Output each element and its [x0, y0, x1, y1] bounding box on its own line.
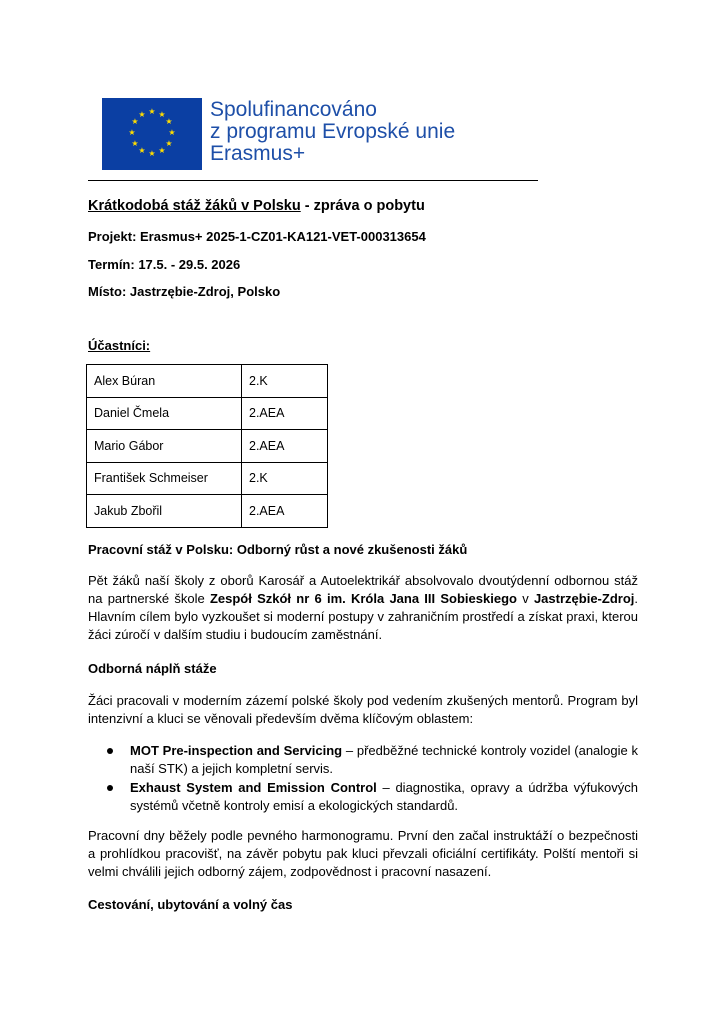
paragraph-program: Žáci pracovali v moderním zázemí polské školy pod vedením zkušených mentorů. Program byl intenzivní a kluci se věnovali především dvěma klíčovým oblastem:: [88, 693, 638, 726]
svg-text:★: ★: [138, 146, 146, 155]
logo-line-3: Erasmus+: [210, 142, 306, 165]
participants-heading: Účastníci:: [88, 338, 151, 353]
section-heading-travel: Cestování, ubytování a volný čas: [88, 897, 293, 912]
participant-class: 2.AEA: [242, 397, 328, 430]
svg-text:★: ★: [165, 117, 173, 126]
table-row: [87, 495, 328, 528]
svg-text:★: ★: [148, 107, 156, 116]
document-title: [88, 198, 425, 214]
svg-text:★: ★: [131, 117, 139, 126]
logo-text: [210, 99, 455, 165]
svg-text:★: ★: [148, 149, 156, 158]
participant-name: Alex Búran: [87, 365, 242, 398]
participant-name: Jakub Zbořil: [87, 495, 242, 528]
svg-text:★: ★: [128, 128, 136, 137]
place-line: Místo: Jastrzębie-Zdroj, Polsko: [88, 284, 281, 299]
project-line: Projekt: Erasmus+ 2025-1-CZ01-KA121-VET-000313654: [88, 229, 426, 244]
eu-cofunding-logo: [102, 98, 538, 170]
list-item-title: MOT Pre-inspection and Servicing: [130, 743, 343, 758]
svg-text:★: ★: [158, 146, 166, 155]
svg-text:★: ★: [168, 128, 176, 137]
participants-table: [86, 364, 328, 528]
header-divider: [88, 180, 538, 181]
svg-text:★: ★: [138, 110, 146, 119]
city-name: Jastrzębie-Zdroj: [533, 591, 635, 606]
participant-class: 2.AEA: [242, 495, 328, 528]
svg-text:★: ★: [158, 110, 166, 119]
logo-line-1: Spolufinancováno: [210, 98, 377, 121]
table-row: [87, 462, 328, 495]
list-item: [88, 742, 638, 778]
participant-name: Daniel Čmela: [87, 397, 242, 430]
paragraph-schedule: Pracovní dny běžely podle pevného harmonogramu. První den začal instruktáží o bezpečnosti a prohlídkou pracovišť, na závěr pobytu pak kluci převzali oficiální certifikáty. Polští mentoři si velmi chválili jejich odborný zájem, zodpovědnost i pracovní nasazení.: [88, 828, 638, 879]
section-heading-content: Odborná náplň stáže: [88, 661, 217, 676]
list-item: [88, 779, 638, 815]
section-heading-internship: Pracovní stáž v Polsku: Odborný růst a nové zkušenosti žáků: [88, 542, 468, 557]
logo-line-2: z programu Evropské unie: [210, 120, 456, 143]
text-run: v: [516, 591, 534, 606]
term-line: Termín: 17.5. - 29.5. 2026: [88, 257, 241, 272]
svg-text:★: ★: [131, 139, 139, 148]
title-underlined: Krátkodobá stáž žáků v Polsku: [88, 198, 301, 214]
school-name: Zespół Szkół nr 6 im. Króla Jana III Sobieskiego: [209, 591, 517, 606]
participant-class: 2.K: [242, 462, 328, 495]
svg-text:★: ★: [165, 139, 173, 148]
list-item-text: – předběžné technické kontroly vozidel (analogie k naší STK) a jejich kompletní servis.: [130, 743, 639, 776]
participant-class: 2.K: [242, 365, 328, 398]
bullet-icon: [107, 785, 113, 791]
list-item-text: – diagnostika, opravy a údržba výfukových systémů včetně kontroly emisí a ekologických standardů.: [130, 780, 638, 813]
paragraph-intro: [88, 572, 638, 644]
participant-name: Mario Gábor: [87, 430, 242, 463]
list-item-title: Exhaust System and Emission Control: [130, 780, 377, 795]
eu-flag-icon: [102, 98, 202, 170]
bullet-icon: [107, 748, 113, 754]
eu-stars-icon: [102, 98, 202, 170]
text-run: . Hlavním cílem bylo vyzkoušet si moderní postupy v zahraničním prostředí a získat praxi, kterou žáci zúročí v dalším studiu i budoucím zaměstnání.: [88, 591, 638, 642]
table-row: [87, 365, 328, 398]
participant-class: 2.AEA: [242, 430, 328, 463]
table-row: [87, 430, 328, 463]
focus-areas-list: [88, 742, 638, 816]
table-row: [87, 397, 328, 430]
title-rest: - zpráva o pobytu: [300, 198, 425, 214]
text-run: Pět žáků naší školy z oborů Karosář a Autoelektrikář absolvovalo dvoutýdenní odbornou stáž na partnerské škole: [88, 573, 638, 606]
participant-name: František Schmeiser: [87, 462, 242, 495]
